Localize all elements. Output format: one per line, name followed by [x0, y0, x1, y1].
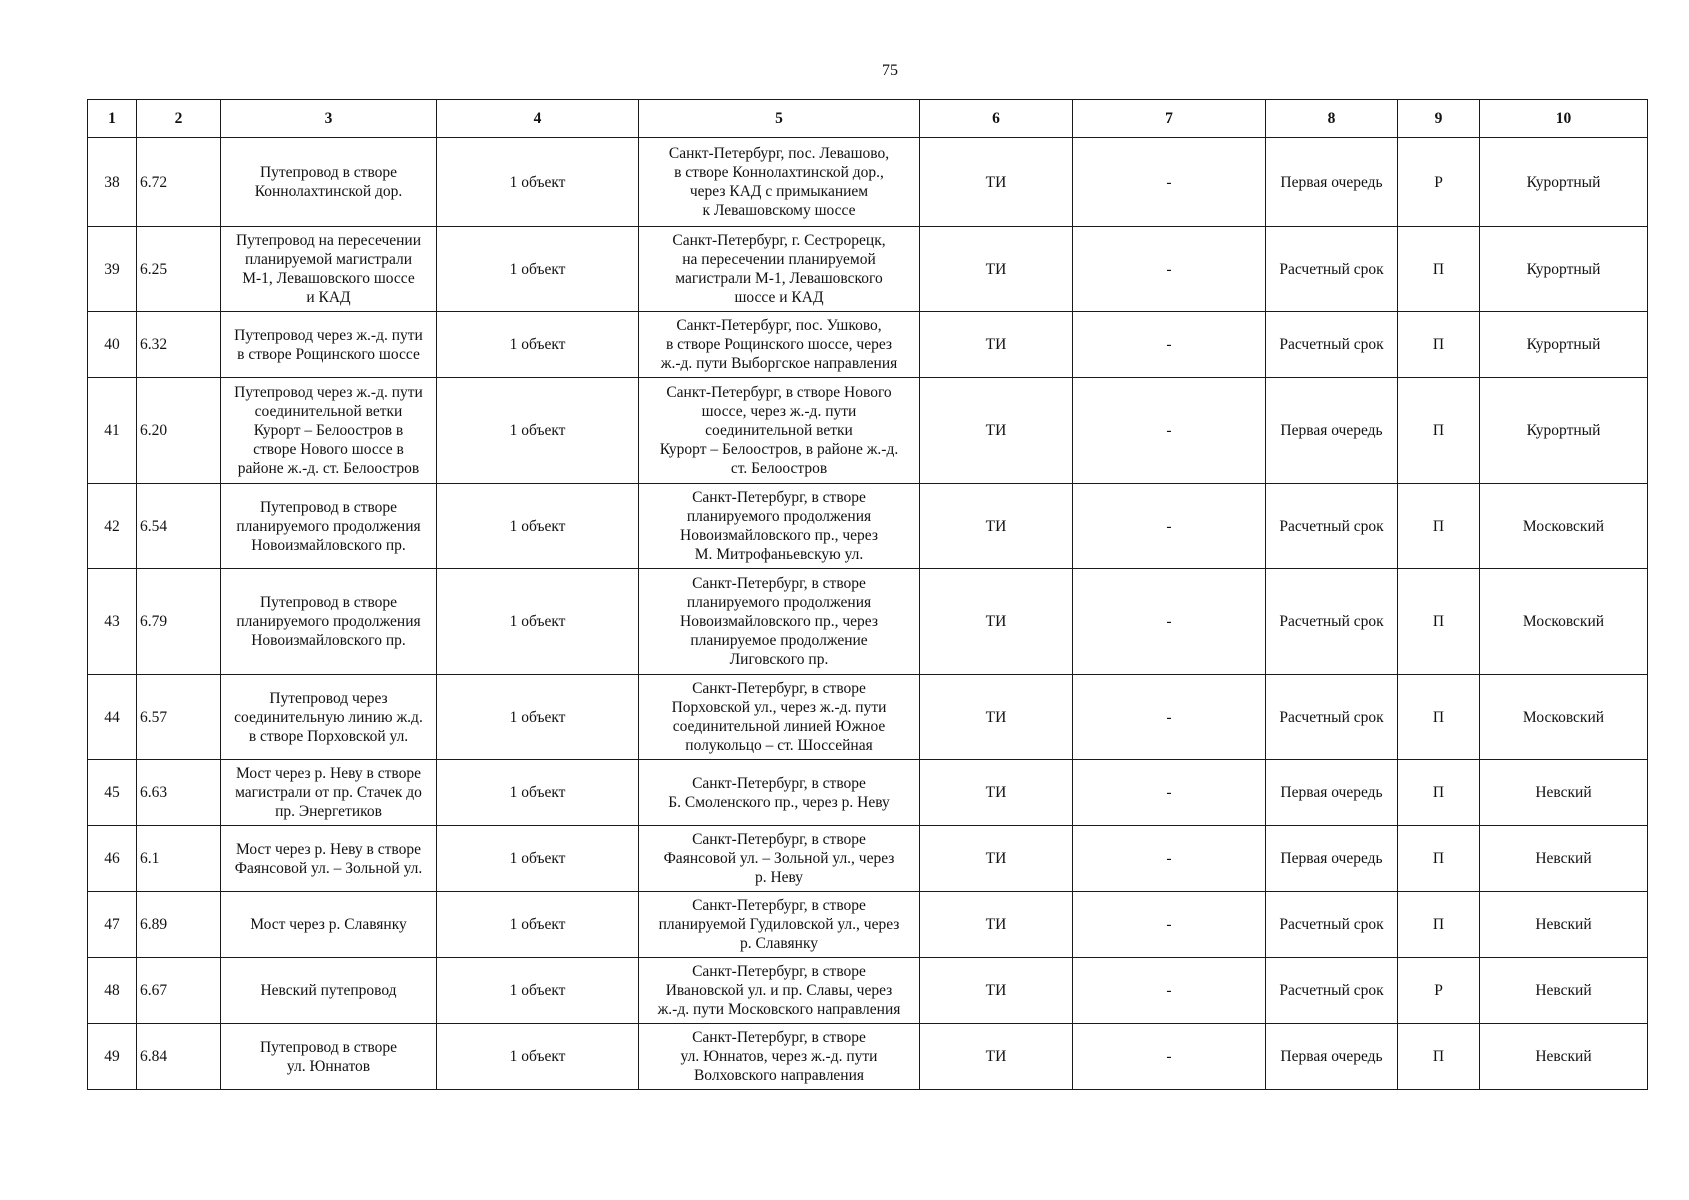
object-name: Мост через р. Неву в створе Фаянсовой ул. – Зольной ул.: [221, 826, 437, 892]
object-code: 6.72: [137, 138, 221, 227]
table-row: [88, 138, 1648, 227]
status-code: П: [1398, 675, 1480, 760]
object-type: ТИ: [920, 892, 1073, 958]
row-number: 43: [88, 569, 137, 675]
implementation-stage: Первая очередь: [1266, 760, 1398, 826]
row-number: 41: [88, 378, 137, 484]
column-header: 2: [137, 100, 221, 138]
object-quantity: 1 объект: [437, 1024, 639, 1090]
status-code: П: [1398, 378, 1480, 484]
object-location: Санкт-Петербург, г. Сестрорецк, на пересечении планируемой магистрали М-1, Левашовского шоссе и КАД: [639, 227, 920, 312]
row-number: 47: [88, 892, 137, 958]
object-code: 6.63: [137, 760, 221, 826]
district: Невский: [1480, 1024, 1648, 1090]
header-row: [88, 100, 1648, 138]
object-code: 6.25: [137, 227, 221, 312]
object-name: Путепровод через соединительную линию ж.д. в створе Порховской ул.: [221, 675, 437, 760]
object-code: 6.57: [137, 675, 221, 760]
district: Московский: [1480, 675, 1648, 760]
column-7-value: -: [1073, 227, 1266, 312]
implementation-stage: Первая очередь: [1266, 138, 1398, 227]
status-code: Р: [1398, 138, 1480, 227]
table-row: [88, 958, 1648, 1024]
object-code: 6.54: [137, 484, 221, 569]
object-type: ТИ: [920, 484, 1073, 569]
object-name: Путепровод через ж.-д. пути в створе Рощинского шоссе: [221, 312, 437, 378]
table-row: [88, 1024, 1648, 1090]
object-code: 6.79: [137, 569, 221, 675]
column-7-value: -: [1073, 1024, 1266, 1090]
object-name: Невский путепровод: [221, 958, 437, 1024]
object-quantity: 1 объект: [437, 484, 639, 569]
object-type: ТИ: [920, 378, 1073, 484]
row-number: 48: [88, 958, 137, 1024]
object-location: Санкт-Петербург, в створе Порховской ул., через ж.-д. пути соединительной линией Южное полукольцо – ст. Шоссейная: [639, 675, 920, 760]
object-location: Санкт-Петербург, в створе планируемого продолжения Новоизмайловского пр., через планируемое продолжение Лиговского пр.: [639, 569, 920, 675]
table-row: [88, 312, 1648, 378]
object-quantity: 1 объект: [437, 138, 639, 227]
column-7-value: -: [1073, 675, 1266, 760]
district: Курортный: [1480, 138, 1648, 227]
implementation-stage: Расчетный срок: [1266, 958, 1398, 1024]
implementation-stage: Первая очередь: [1266, 1024, 1398, 1090]
object-location: Санкт-Петербург, в створе Ивановской ул. и пр. Славы, через ж.-д. пути Московского направления: [639, 958, 920, 1024]
column-7-value: -: [1073, 569, 1266, 675]
object-code: 6.1: [137, 826, 221, 892]
object-type: ТИ: [920, 675, 1073, 760]
table-row: [88, 569, 1648, 675]
object-type: ТИ: [920, 1024, 1073, 1090]
object-location: Санкт-Петербург, пос. Ушково, в створе Рощинского шоссе, через ж.-д. пути Выборгское направления: [639, 312, 920, 378]
column-7-value: -: [1073, 138, 1266, 227]
status-code: П: [1398, 569, 1480, 675]
column-header: 5: [639, 100, 920, 138]
column-header: 1: [88, 100, 137, 138]
object-code: 6.20: [137, 378, 221, 484]
district: Невский: [1480, 760, 1648, 826]
object-type: ТИ: [920, 760, 1073, 826]
implementation-stage: Расчетный срок: [1266, 569, 1398, 675]
object-location: Санкт-Петербург, в створе ул. Юннатов, через ж.-д. пути Волховского направления: [639, 1024, 920, 1090]
object-code: 6.67: [137, 958, 221, 1024]
object-type: ТИ: [920, 138, 1073, 227]
district: Невский: [1480, 958, 1648, 1024]
district: Московский: [1480, 484, 1648, 569]
row-number: 44: [88, 675, 137, 760]
object-code: 6.89: [137, 892, 221, 958]
object-location: Санкт-Петербург, в створе планируемого продолжения Новоизмайловского пр., через М. Митрофаньевскую ул.: [639, 484, 920, 569]
status-code: П: [1398, 1024, 1480, 1090]
status-code: П: [1398, 892, 1480, 958]
object-quantity: 1 объект: [437, 760, 639, 826]
district: Невский: [1480, 892, 1648, 958]
object-quantity: 1 объект: [437, 378, 639, 484]
status-code: П: [1398, 826, 1480, 892]
status-code: П: [1398, 227, 1480, 312]
status-code: П: [1398, 484, 1480, 569]
object-type: ТИ: [920, 227, 1073, 312]
object-quantity: 1 объект: [437, 227, 639, 312]
column-header: 4: [437, 100, 639, 138]
object-type: ТИ: [920, 312, 1073, 378]
object-location: Санкт-Петербург, в створе Нового шоссе, через ж.-д. пути соединительной ветки Курорт – Белоостров, в районе ж.-д. ст. Белоостров: [639, 378, 920, 484]
column-7-value: -: [1073, 958, 1266, 1024]
object-name: Путепровод в створе ул. Юннатов: [221, 1024, 437, 1090]
object-quantity: 1 объект: [437, 312, 639, 378]
implementation-stage: Первая очередь: [1266, 826, 1398, 892]
column-header: 10: [1480, 100, 1648, 138]
object-type: ТИ: [920, 958, 1073, 1024]
object-name: Путепровод через ж.-д. пути соединительной ветки Курорт – Белоостров в створе Нового шоссе в районе ж.-д. ст. Белоостров: [221, 378, 437, 484]
implementation-stage: Расчетный срок: [1266, 892, 1398, 958]
column-7-value: -: [1073, 312, 1266, 378]
object-name: Путепровод в створе планируемого продолжения Новоизмайловского пр.: [221, 484, 437, 569]
column-7-value: -: [1073, 484, 1266, 569]
row-number: 42: [88, 484, 137, 569]
object-type: ТИ: [920, 826, 1073, 892]
row-number: 45: [88, 760, 137, 826]
implementation-stage: Расчетный срок: [1266, 675, 1398, 760]
implementation-stage: Расчетный срок: [1266, 227, 1398, 312]
objects-table: [87, 99, 1648, 1090]
object-location: Санкт-Петербург, пос. Левашово, в створе Коннолахтинской дор., через КАД с примыканием к Левашовскому шоссе: [639, 138, 920, 227]
object-code: 6.32: [137, 312, 221, 378]
column-7-value: -: [1073, 826, 1266, 892]
object-quantity: 1 объект: [437, 958, 639, 1024]
object-quantity: 1 объект: [437, 826, 639, 892]
object-type: ТИ: [920, 569, 1073, 675]
row-number: 38: [88, 138, 137, 227]
column-header: 6: [920, 100, 1073, 138]
object-location: Санкт-Петербург, в створе Фаянсовой ул. – Зольной ул., через р. Неву: [639, 826, 920, 892]
object-name: Путепровод на пересечении планируемой магистрали М-1, Левашовского шоссе и КАД: [221, 227, 437, 312]
implementation-stage: Расчетный срок: [1266, 312, 1398, 378]
row-number: 40: [88, 312, 137, 378]
row-number: 39: [88, 227, 137, 312]
object-name: Путепровод в створе Коннолахтинской дор.: [221, 138, 437, 227]
column-7-value: -: [1073, 378, 1266, 484]
row-number: 49: [88, 1024, 137, 1090]
table-row: [88, 760, 1648, 826]
implementation-stage: Расчетный срок: [1266, 484, 1398, 569]
district: Московский: [1480, 569, 1648, 675]
column-header: 9: [1398, 100, 1480, 138]
district: Курортный: [1480, 312, 1648, 378]
table-row: [88, 484, 1648, 569]
object-location: Санкт-Петербург, в створе планируемой Гудиловской ул., через р. Славянку: [639, 892, 920, 958]
district: Курортный: [1480, 227, 1648, 312]
table-row: [88, 227, 1648, 312]
table-row: [88, 675, 1648, 760]
district: Невский: [1480, 826, 1648, 892]
column-7-value: -: [1073, 760, 1266, 826]
implementation-stage: Первая очередь: [1266, 378, 1398, 484]
object-name: Мост через р. Неву в створе магистрали от пр. Стачек до пр. Энергетиков: [221, 760, 437, 826]
object-name: Мост через р. Славянку: [221, 892, 437, 958]
status-code: Р: [1398, 958, 1480, 1024]
column-header: 8: [1266, 100, 1398, 138]
table-row: [88, 378, 1648, 484]
column-header: 7: [1073, 100, 1266, 138]
object-code: 6.84: [137, 1024, 221, 1090]
column-header: 3: [221, 100, 437, 138]
status-code: П: [1398, 760, 1480, 826]
row-number: 46: [88, 826, 137, 892]
object-location: Санкт-Петербург, в створе Б. Смоленского пр., через р. Неву: [639, 760, 920, 826]
column-7-value: -: [1073, 892, 1266, 958]
object-name: Путепровод в створе планируемого продолжения Новоизмайловского пр.: [221, 569, 437, 675]
status-code: П: [1398, 312, 1480, 378]
object-quantity: 1 объект: [437, 569, 639, 675]
object-quantity: 1 объект: [437, 892, 639, 958]
object-quantity: 1 объект: [437, 675, 639, 760]
table-row: [88, 826, 1648, 892]
district: Курортный: [1480, 378, 1648, 484]
table-row: [88, 892, 1648, 958]
page-number: 75: [882, 62, 898, 79]
